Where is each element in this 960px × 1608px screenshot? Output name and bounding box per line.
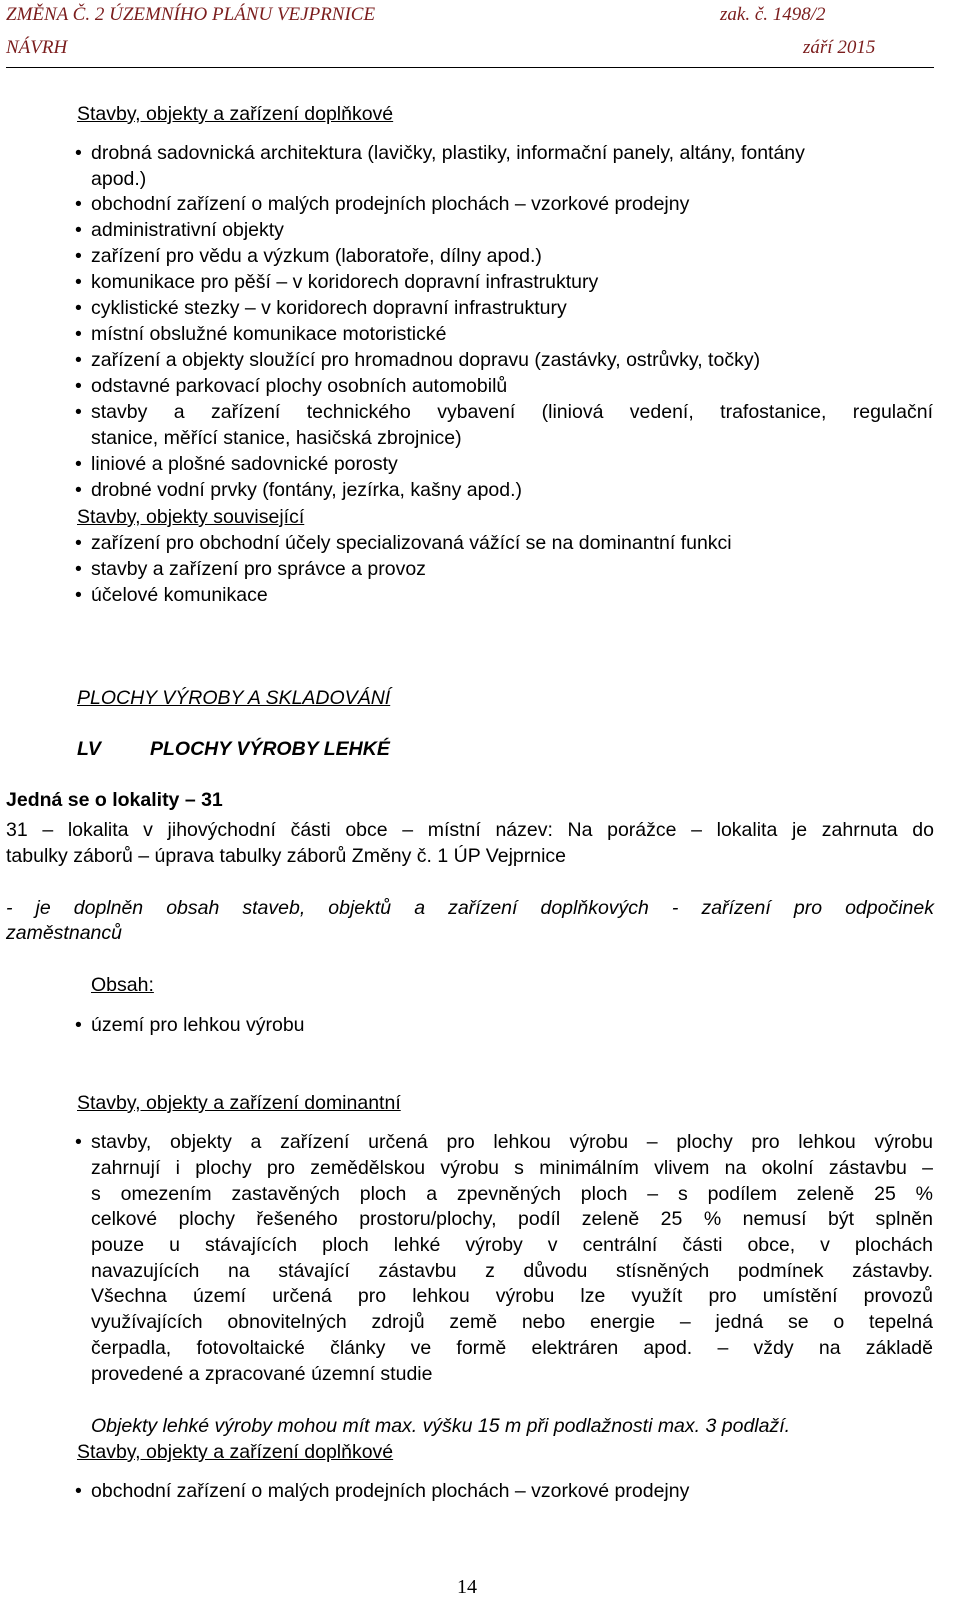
obsah-heading: Obsah: (91, 974, 154, 996)
document-status: NÁVRH (6, 37, 68, 58)
list-item: • území pro lehkou výrobu (91, 1013, 305, 1037)
section-heading-dominantni: Stavby, objekty a zařízení dominantní (77, 1092, 401, 1114)
list-item: • zařízení a objekty sloužící pro hromadnou dopravu (zastávky, ostrůvky, točky) (91, 348, 760, 372)
list-item: • stavby a zařízení pro správce a provoz (91, 557, 426, 581)
lokalita-line: 31 – lokalita v jihovýchodní části obce – místní název: Na porážce – lokalita je zahrnuta do (6, 819, 934, 841)
document-reference: zak. č. 1498/2 (720, 4, 826, 25)
doplnen-line: - je doplněn obsah staveb, objektů a zařízení doplňkových - zařízení pro odpočinek (6, 897, 934, 919)
lokalita-line: tabulky záborů – úprava tabulky záborů Změny č. 1 ÚP Vejprnice (6, 845, 567, 867)
dominant-text: celkové plochy řešeného prostoru/plochy, podíl zeleně 25 % nemusí být splněn (91, 1208, 933, 1230)
list-item: • drobná sadovnická architektura (lavičky, plastiky, informační panely, altány, fontány (91, 141, 805, 165)
list-item: • komunikace pro pěší – v koridorech dopravní infrastruktury (91, 270, 598, 294)
dominant-text: Všechna území určená pro lehkou výrobu lze využít pro umístění provozů (91, 1285, 933, 1307)
page-number: 14 (457, 1576, 477, 1598)
section-heading-souvisejici: Stavby, objekty související (77, 506, 305, 528)
list-item: • odstavné parkovací plochy osobních automobilů (91, 374, 507, 398)
dominant-text: • stavby, objekty a zařízení určená pro lehkou výrobu – plochy pro lehkou výrobu (91, 1130, 933, 1154)
dominant-text: zahrnují i plochy pro zemědělskou výrobu s minimálním vlivem na okolní zástavbu – (91, 1157, 933, 1179)
dominant-text: s omezením zastavěných ploch a zpevněných ploch – s podílem zeleně 25 % (91, 1183, 933, 1205)
list-item: • administrativní objekty (91, 218, 284, 242)
list-item: • stavby a zařízení technického vybavení (liniová vedení, trafostanice, regulační (91, 400, 933, 424)
list-item: • obchodní zařízení o malých prodejních plochách – vzorkové prodejny (91, 192, 689, 216)
section-title: PLOCHY VÝROBY A SKLADOVÁNÍ (77, 687, 391, 709)
document-title: ZMĚNA Č. 2 ÚZEMNÍHO PLÁNU VEJPRNICE (6, 4, 376, 25)
dominant-text: provedené a zpracované územní studie (91, 1363, 433, 1385)
section-heading-doplnkove: Stavby, objekty a zařízení doplňkové (77, 103, 394, 125)
dominant-text: čerpadla, fotovoltaické články ve formě elektráren apod. – vždy na základě (91, 1337, 933, 1359)
dominant-text: pouze u stávajících ploch lehké výroby v centrální části obce, v plochách (91, 1234, 933, 1256)
list-item-continuation: apod.) (91, 168, 147, 190)
header-divider (6, 67, 934, 68)
list-item: • liniové a plošné sadovnické porosty (91, 452, 398, 476)
list-item: • obchodní zařízení o malých prodejních plochách – vzorkové prodejny (91, 1479, 689, 1503)
list-item: • místní obslužné komunikace motoristické (91, 322, 446, 346)
list-item: • drobné vodní prvky (fontány, jezírka, kašny apod.) (91, 478, 522, 502)
doplnen-line: zaměstnanců (6, 922, 122, 944)
height-note: Objekty lehké výroby mohou mít max. výšku 15 m při podlažnosti max. 3 podlaží. (91, 1415, 791, 1437)
list-item: • účelové komunikace (91, 583, 268, 607)
list-item-continuation: stanice, měřící stanice, hasičská zbrojnice) (91, 427, 462, 449)
zone-code: LV (77, 738, 101, 760)
list-item: • cyklistické stezky – v koridorech dopravní infrastruktury (91, 296, 567, 320)
list-item: • zařízení pro vědu a výzkum (laboratoře, dílny apod.) (91, 244, 542, 268)
section-heading-doplnkove-2: Stavby, objekty a zařízení doplňkové (77, 1441, 394, 1463)
list-item: • zařízení pro obchodní účely specializovaná vážící se na dominantní funkci (91, 531, 732, 555)
lokalita-heading: Jedná se o lokality – 31 (6, 789, 223, 811)
dominant-text: navazujících na stávající zástavbu z důvodu stísněných podmínek zástavby. (91, 1260, 933, 1282)
zone-name: PLOCHY VÝROBY LEHKÉ (150, 738, 390, 760)
document-date: září 2015 (803, 37, 876, 58)
dominant-text: využívajících obnovitelných zdrojů země nebo energie – jedná se o tepelná (91, 1311, 933, 1333)
